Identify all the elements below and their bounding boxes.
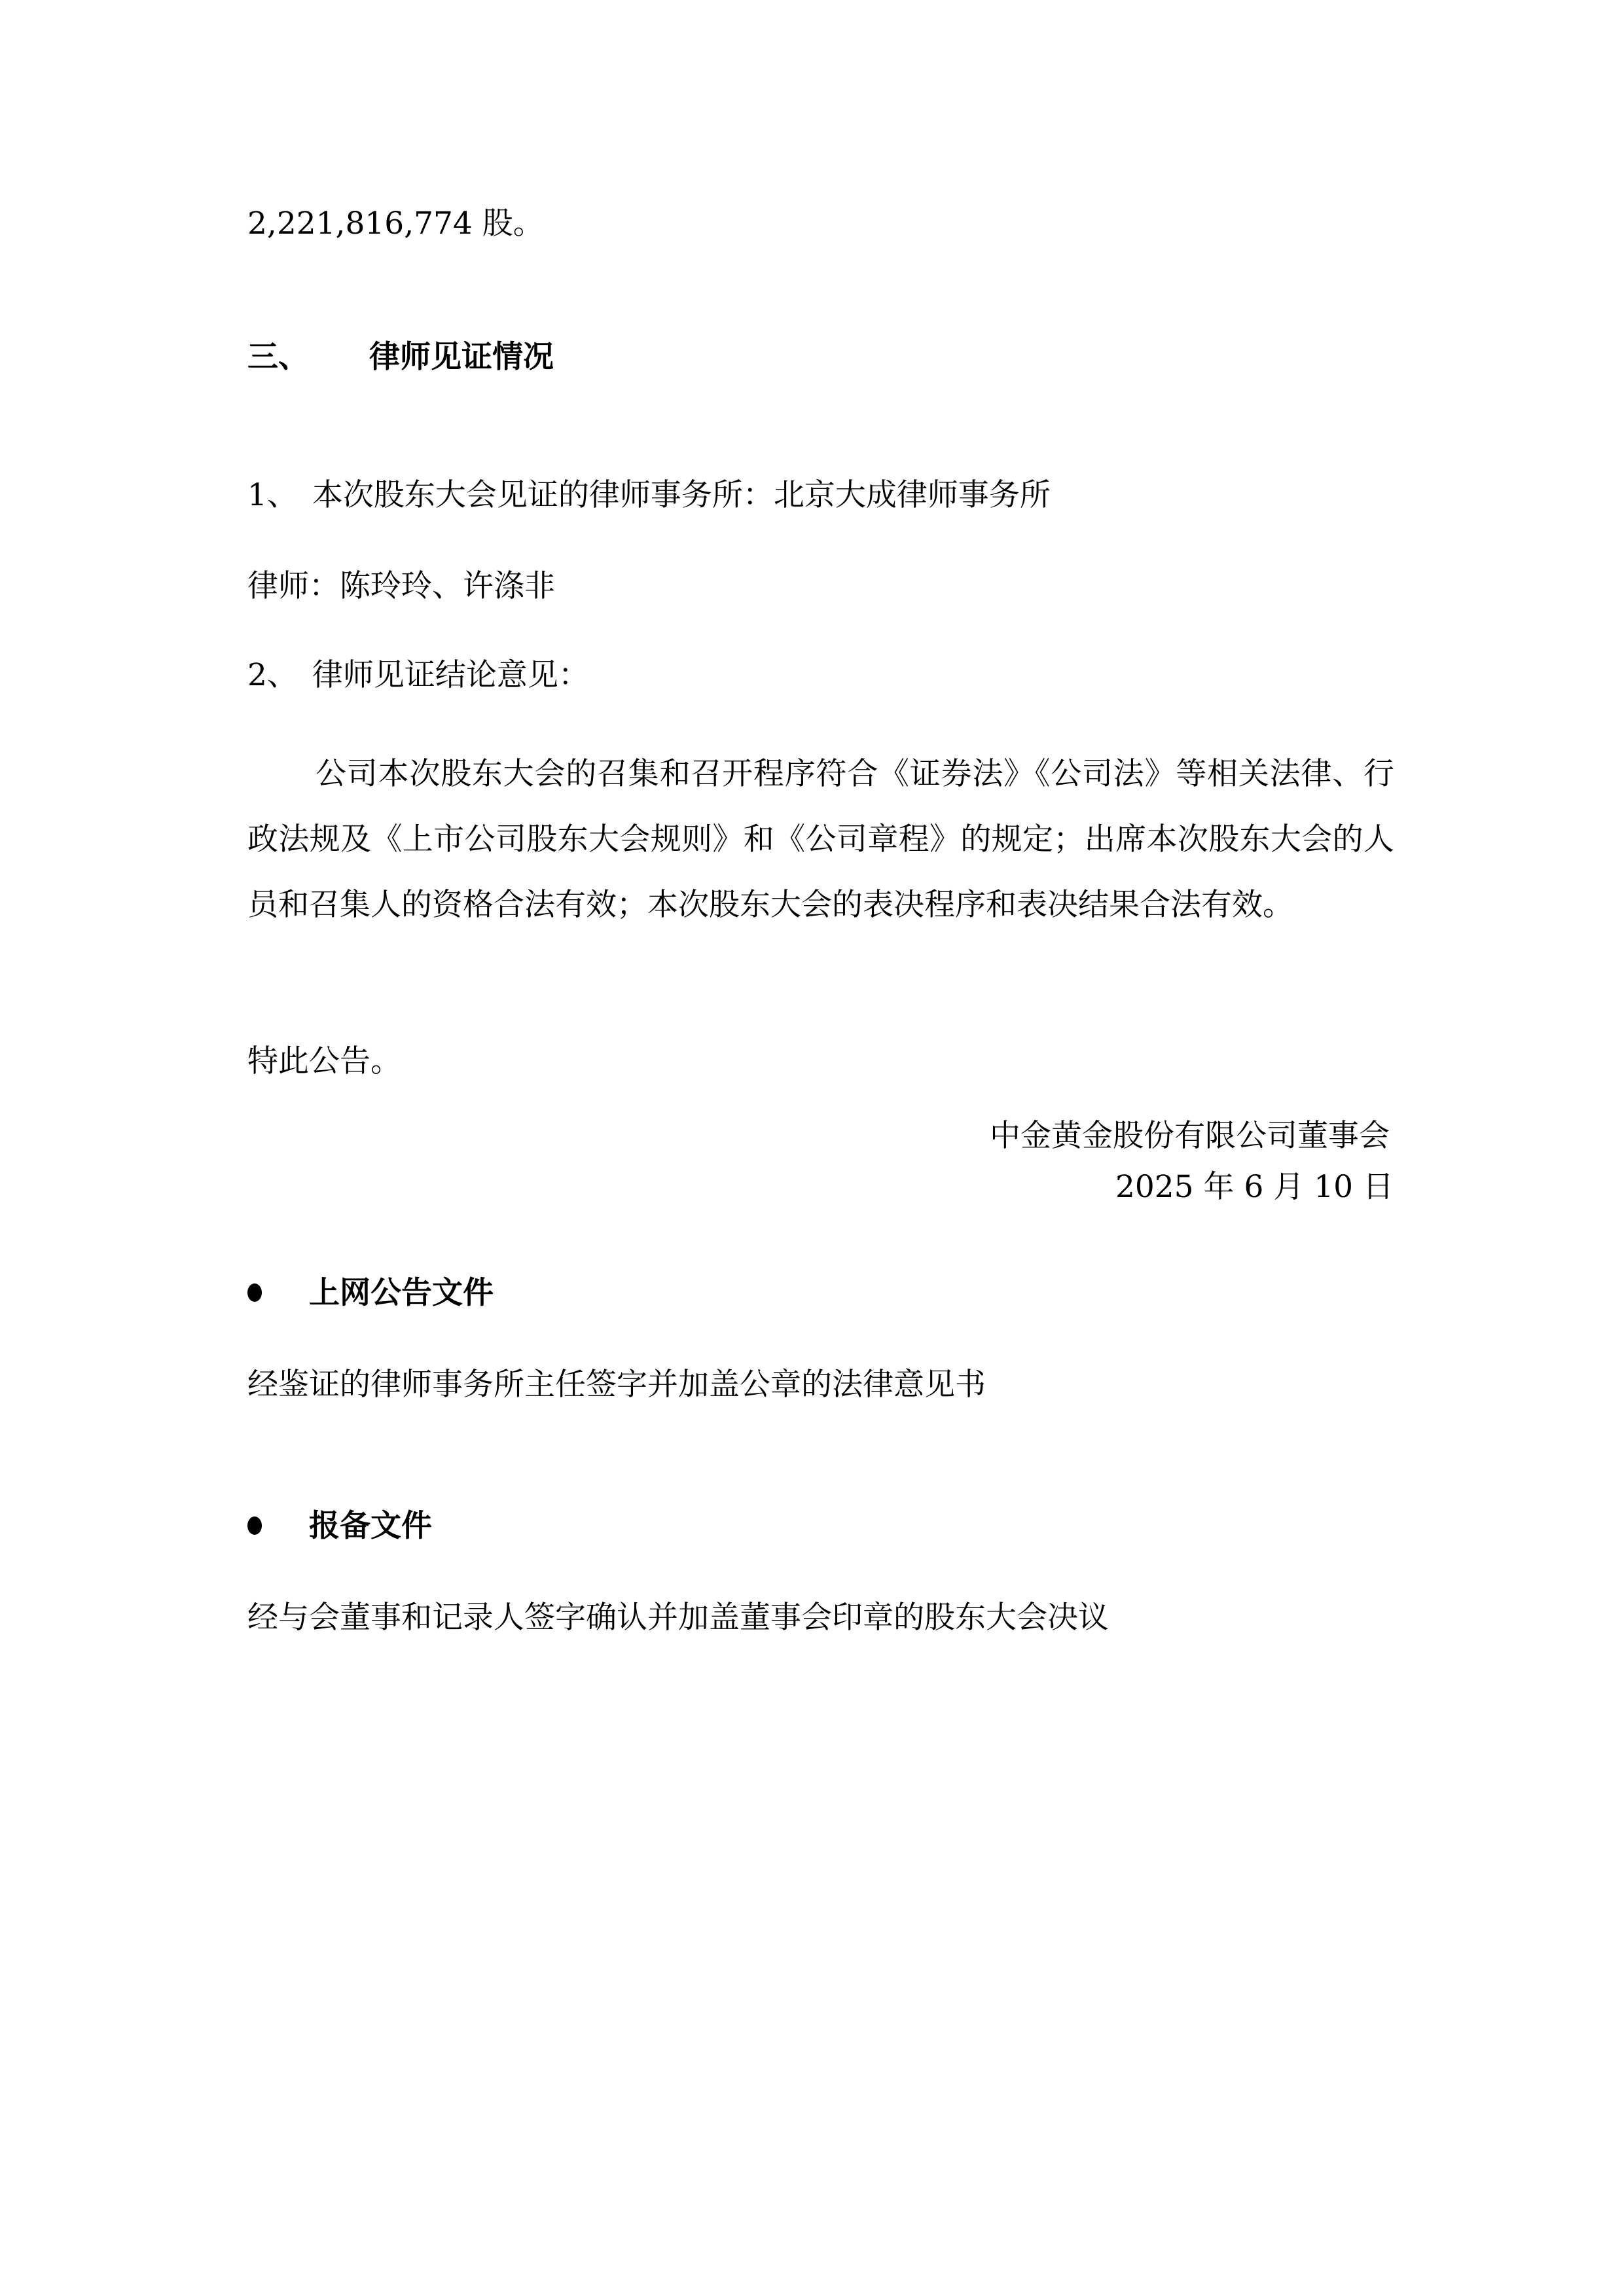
section-title: 律师见证情况 (369, 339, 554, 375)
item-law-firm (247, 477, 1051, 513)
signature-company: 中金黄金股份有限公司董事会 (990, 1118, 1390, 1154)
share-count-line: 2,221,816,774 股。 (247, 206, 544, 242)
item-number: 2、 (247, 657, 298, 693)
attachment-content-filing: 经与会董事和记录人签字确认并加盖董事会印章的股东大会决议 (247, 1600, 1109, 1636)
attachment-heading-label: 上网公告文件 (309, 1275, 494, 1311)
item-number: 1、 (247, 477, 298, 513)
lawyers-line: 律师：陈玲玲、许涤非 (247, 568, 555, 604)
signature-date: 2025 年 6 月 10 日 (1115, 1169, 1394, 1205)
item-text: 律师见证结论意见： (312, 657, 589, 693)
attachment-content-online: 经鉴证的律师事务所主任签字并加盖公章的法律意见书 (247, 1367, 986, 1403)
opinion-paragraph: 公司本次股东大会的召集和召开程序符合《证券法》《公司法》等相关法律、行政法规及《上市公司股东大会规则》和《公司章程》的规定；出席本次股东大会的人员和召集人的资格合法有效；本次股东大会的表决程序和表决结果合法有效。 (247, 756, 1394, 923)
item-opinion-heading (247, 657, 589, 693)
bullet-icon (247, 1283, 262, 1302)
closing-statement: 特此公告。 (247, 1043, 401, 1079)
bullet-icon (247, 1516, 262, 1535)
section-number: 三、 (247, 339, 309, 375)
section-heading-lawyer-witness (247, 339, 554, 375)
attachment-heading-filing (247, 1508, 432, 1544)
item-text: 本次股东大会见证的律师事务所：北京大成律师事务所 (312, 477, 1051, 513)
attachment-heading-label: 报备文件 (309, 1508, 432, 1544)
attachment-heading-online (247, 1275, 494, 1311)
